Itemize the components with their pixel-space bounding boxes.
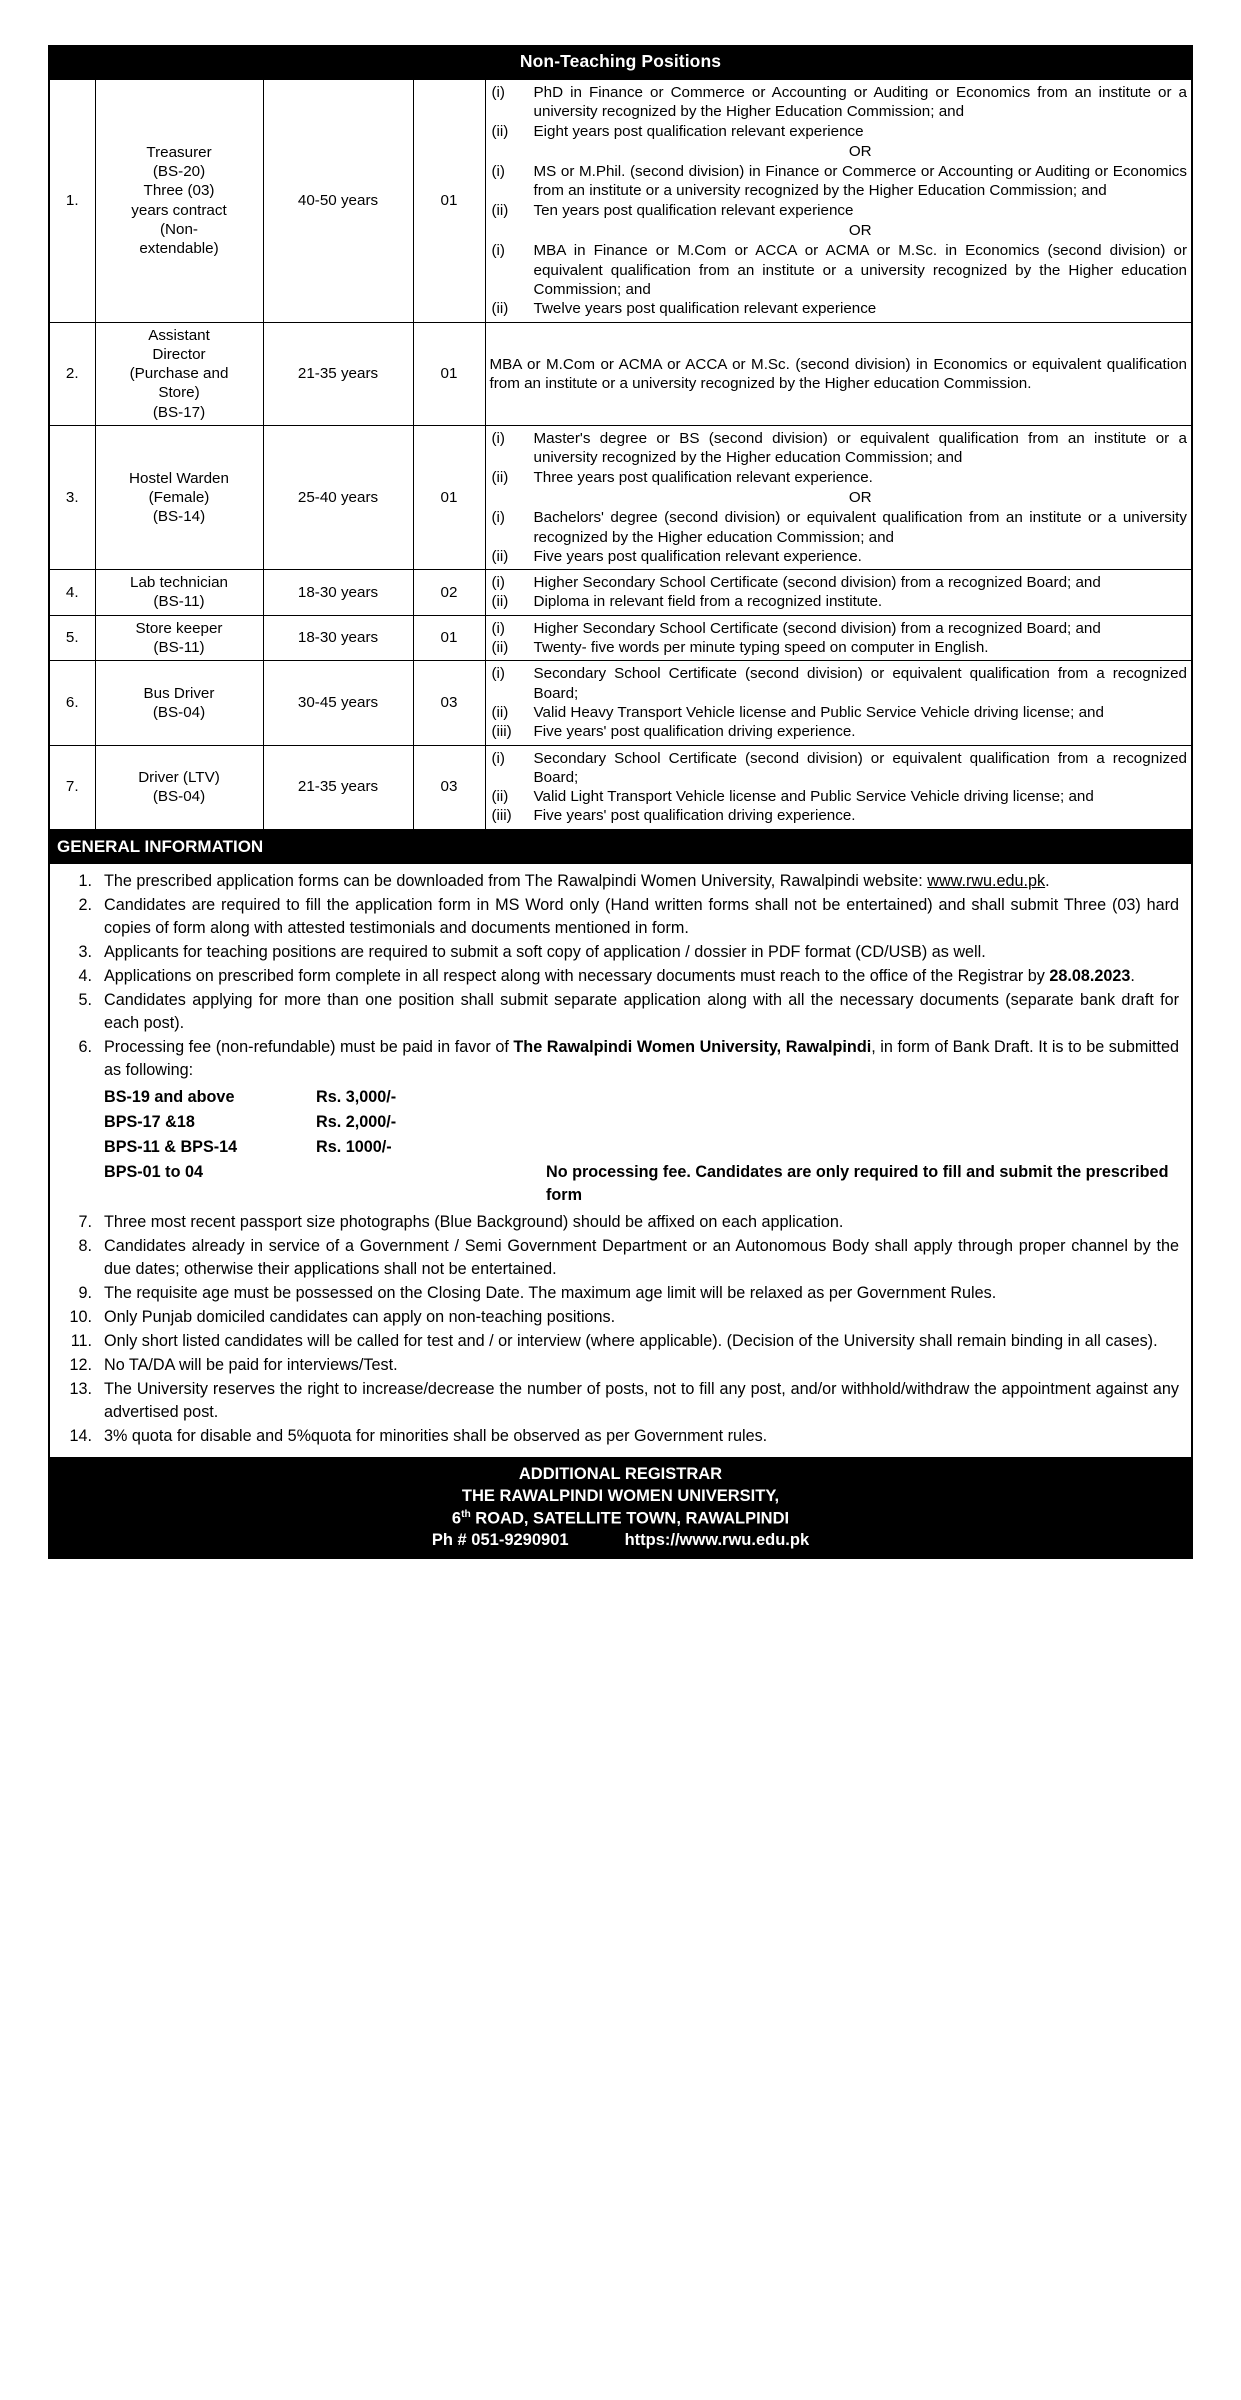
processing-fee-table-wrapper <box>60 1083 1179 1210</box>
requirement-roman-number: (i) <box>491 84 505 101</box>
requirement-item <box>490 162 1188 201</box>
general-information-item-number: 1. <box>78 871 92 890</box>
general-information-item <box>60 989 1179 1035</box>
requirement-roman-number: (ii) <box>491 468 509 486</box>
row-serial-number: 1. <box>49 80 95 323</box>
requirement-text: Ten years post qualification relevant experience <box>533 201 854 219</box>
fee-amount: Rs. 1000/- <box>316 1137 392 1156</box>
row-post-title <box>95 426 263 570</box>
fee-amount <box>316 1160 546 1208</box>
table-row <box>49 745 1192 830</box>
footer-contact-block <box>48 1459 1193 1559</box>
requirement-roman-number: (ii) <box>491 639 509 657</box>
row-qualification-requirements <box>485 426 1192 570</box>
fee-scale-label: BS-19 and above <box>104 1087 235 1106</box>
fee-note <box>546 1110 1179 1135</box>
row-serial-number: 7. <box>49 745 95 830</box>
general-information-header: GENERAL INFORMATION <box>48 831 1193 864</box>
row-age-limit: 21-35 years <box>263 322 413 425</box>
requirement-roman-number: (ii) <box>491 122 509 140</box>
requirement-roman-number: (ii) <box>491 703 509 721</box>
general-information-item <box>60 941 1179 964</box>
post-title-line: (BS-20) <box>152 163 206 181</box>
requirement-item <box>490 787 1188 806</box>
requirement-roman-number: (iii) <box>491 723 512 741</box>
processing-fee-table-holder <box>104 1083 1179 1210</box>
row-qualification-requirements <box>485 570 1192 616</box>
requirement-text: PhD in Finance or Commerce or Accounting or Auditing or Economics from an institute or a university recognized by the Higher Education Commission; and <box>533 84 1187 121</box>
post-title-line: Bus Driver <box>143 684 215 702</box>
requirement-item <box>490 703 1188 722</box>
requirement-item <box>490 201 1188 220</box>
post-title-line: (BS-14) <box>152 508 206 526</box>
post-title-line: Hostel Warden <box>129 469 229 487</box>
requirement-or-separator: OR <box>848 142 872 160</box>
row-serial-number: 3. <box>49 426 95 570</box>
requirement-item <box>490 508 1188 547</box>
requirement-text: MBA or M.Com or ACMA or ACCA or M.Sc. (second division) in Economics or equivalent qualification from an institute or a university recognized by the Higher education Commission. <box>489 355 1187 392</box>
general-information-item-text: No TA/DA will be paid for interviews/Test. <box>104 1355 398 1374</box>
row-age-limit: 30-45 years <box>263 661 413 745</box>
requirement-item <box>490 592 1188 611</box>
requirement-item <box>490 664 1188 703</box>
table-row <box>49 615 1192 661</box>
requirement-text: MS or M.Phil. (second division) in Finance or Commerce or Accounting or Auditing or Economics from an institute or a university recognized by the Higher Education Commission; and <box>533 163 1187 200</box>
footer-phone: Ph # 051-9290901 <box>431 1531 569 1549</box>
general-information-item <box>60 1306 1179 1329</box>
requirement-text: Twelve years post qualification relevant experience <box>533 300 877 318</box>
footer-website[interactable]: https://www.rwu.edu.pk <box>624 1531 810 1549</box>
post-title-line: (BS-04) <box>152 788 206 806</box>
row-age-limit: 18-30 years <box>263 570 413 616</box>
processing-fee-table <box>104 1085 1179 1208</box>
general-information-item-text: Only Punjab domiciled candidates can apply on non-teaching positions. <box>104 1307 616 1326</box>
general-information-item <box>60 1354 1179 1377</box>
non-teaching-positions-header: Non-Teaching Positions <box>48 45 1193 79</box>
row-post-title <box>95 80 263 323</box>
post-title-line: Director <box>152 345 206 363</box>
post-title-line: (Female) <box>148 488 210 506</box>
requirement-item <box>490 806 1188 825</box>
general-information-item <box>60 894 1179 940</box>
requirement-text: Five years' post qualification driving experience. <box>533 723 856 741</box>
post-title-line: Assistant <box>148 326 210 344</box>
requirement-or-separator: OR <box>848 222 872 240</box>
row-age-limit: 25-40 years <box>263 426 413 570</box>
requirement-text: Diploma in relevant field from a recognized institute. <box>533 593 883 611</box>
fee-scale-label: BPS-01 to 04 <box>104 1162 203 1181</box>
requirement-item <box>490 122 1188 141</box>
post-title-line: (Non- <box>160 221 198 239</box>
post-title-line: (BS-17) <box>152 403 206 421</box>
row-number-of-posts: 01 <box>413 80 485 323</box>
requirement-roman-number: (ii) <box>491 593 509 611</box>
requirement-roman-number: (ii) <box>491 201 509 219</box>
requirement-item <box>490 749 1188 788</box>
row-age-limit: 18-30 years <box>263 615 413 661</box>
row-age-limit: 21-35 years <box>263 745 413 830</box>
row-number-of-posts: 01 <box>413 426 485 570</box>
fee-scale-label: BPS-11 & BPS-14 <box>104 1137 238 1156</box>
post-title-line: Store keeper <box>135 619 223 637</box>
general-information-item <box>60 1282 1179 1305</box>
row-qualification-requirements <box>485 661 1192 745</box>
table-row <box>49 570 1192 616</box>
general-information-item <box>60 965 1179 988</box>
general-information-item-number: 6. <box>78 1037 92 1056</box>
general-information-item-text: The requisite age must be possessed on the Closing Date. The maximum age limit will be relaxed as per Government Rules. <box>104 1283 997 1302</box>
table-row <box>49 80 1192 323</box>
general-information-item-text: Candidates are required to fill the application form in MS Word only (Hand written forms shall not be entertained) and shall submit Three (03) hard copies of form along with attested testimonials and documents mentioned in form. <box>104 895 1179 937</box>
requirement-roman-number: (ii) <box>491 300 509 318</box>
requirement-item <box>490 468 1188 487</box>
requirement-text: Secondary School Certificate (second division) or equivalent qualification from a recognized Board; <box>533 665 1187 702</box>
general-information-item <box>60 1378 1179 1424</box>
general-information-item-number: 12. <box>69 1355 92 1374</box>
row-age-limit: 40-50 years <box>263 80 413 323</box>
row-qualification-requirements <box>485 615 1192 661</box>
general-information-item-number: 14. <box>69 1426 92 1445</box>
table-row <box>49 661 1192 745</box>
footer-address-ordinal-number: 6 <box>451 1509 462 1528</box>
requirement-roman-number: (ii) <box>491 547 509 565</box>
footer-line-university-name: THE RAWALPINDI WOMEN UNIVERSITY, <box>461 1486 780 1505</box>
requirement-item <box>490 638 1188 657</box>
requirement-item <box>490 547 1188 566</box>
footer-line-additional-registrar: ADDITIONAL REGISTRAR <box>518 1464 723 1483</box>
general-information-item-text: 3% quota for disable and 5%quota for minorities shall be observed as per Government rules. <box>104 1426 768 1445</box>
general-information-item-number: 2. <box>78 895 92 914</box>
post-title-line: Store) <box>158 384 200 402</box>
general-information-item <box>60 1425 1179 1448</box>
row-number-of-posts: 01 <box>413 615 485 661</box>
general-information-item-text: Candidates applying for more than one position shall submit separate application along with all the necessary documents (separate bank draft for each post). <box>104 990 1179 1032</box>
general-information-item <box>60 870 1179 893</box>
general-information-item-number: 9. <box>78 1283 92 1302</box>
requirement-text: Bachelors' degree (second division) or equivalent qualification from an institute or a university recognized by the Higher education Commission; and <box>533 509 1187 546</box>
general-information-item-text: Only short listed candidates will be called for test and / or interview (where applicable). (Decision of the University shall remain binding in all cases). <box>104 1331 1158 1350</box>
general-information-item <box>60 1235 1179 1281</box>
general-information-item-number: 11. <box>70 1331 92 1350</box>
requirement-text: Higher Secondary School Certificate (second division) from a recognized Board; and <box>533 574 1101 592</box>
general-information-section <box>48 864 1193 1459</box>
general-information-item-text: The University reserves the right to increase/decrease the number of posts, not to fill any post, and/or withhold/withdraw the appointment against any advertised post. <box>104 1379 1179 1421</box>
row-number-of-posts: 03 <box>413 745 485 830</box>
row-qualification-requirements <box>485 745 1192 830</box>
row-serial-number: 5. <box>49 615 95 661</box>
footer-line-phone-web <box>49 1530 1192 1552</box>
fee-note: No processing fee. Candidates are only required to fill and submit the prescribed form <box>546 1162 1169 1204</box>
fee-row <box>104 1085 1179 1110</box>
row-number-of-posts: 02 <box>413 570 485 616</box>
table-row <box>49 426 1192 570</box>
row-number-of-posts: 01 <box>413 322 485 425</box>
row-serial-number: 4. <box>49 570 95 616</box>
general-information-item-text: Candidates already in service of a Government / Semi Government Department or an Autonomous Body shall apply through proper channel by the due dates; otherwise their applications shall not be entertained. <box>104 1236 1179 1278</box>
post-title-line: extendable) <box>139 240 219 258</box>
general-information-item-text: The prescribed application forms can be downloaded from The Rawalpindi Women University, Rawalpindi website: www.rwu.edu.pk. <box>104 871 1050 890</box>
general-information-item-number: 8. <box>78 1236 92 1255</box>
requirement-roman-number: (i) <box>491 619 505 637</box>
requirement-item <box>490 299 1188 318</box>
general-information-item-number: 3. <box>78 942 92 961</box>
requirement-roman-number: (i) <box>491 163 505 181</box>
row-post-title <box>95 661 263 745</box>
general-information-item-text: Applications on prescribed form complete in all respect along with necessary documents must reach to the office of the Registrar by 28.08.2023. <box>104 966 1135 985</box>
post-title-line: (BS-11) <box>153 639 205 657</box>
post-title-line: (Purchase and <box>129 365 229 383</box>
post-title-line: years contract <box>131 201 227 219</box>
general-information-item-text: Three most recent passport size photographs (Blue Background) should be affixed on each application. <box>104 1212 844 1231</box>
general-information-item-number: 10. <box>69 1307 92 1326</box>
general-information-item <box>60 1036 1179 1082</box>
row-post-title <box>95 745 263 830</box>
post-title-line: Driver (LTV) <box>138 768 220 786</box>
requirement-roman-number: (iii) <box>491 807 512 825</box>
post-title-line: (BS-04) <box>152 703 206 721</box>
general-information-item-number: 4. <box>78 966 92 985</box>
footer-address-ordinal-suffix: th <box>461 1508 471 1520</box>
requirement-text: Five years post qualification relevant experience. <box>533 547 862 565</box>
general-information-item <box>60 1330 1179 1353</box>
post-title-line: Three (03) <box>143 182 215 200</box>
positions-table <box>48 79 1193 831</box>
requirement-text: Master's degree or BS (second division) or equivalent qualification from an institute or a university recognized by the Higher education Commission; and <box>533 430 1187 467</box>
general-information-item-number: 7. <box>78 1212 92 1231</box>
requirement-text: Eight years post qualification relevant experience <box>533 122 864 140</box>
post-title-line: Treasurer <box>146 143 212 161</box>
row-post-title <box>95 322 263 425</box>
row-qualification-requirements <box>485 322 1192 425</box>
requirement-item <box>490 722 1188 741</box>
row-post-title <box>95 615 263 661</box>
row-serial-number: 6. <box>49 661 95 745</box>
fee-amount: Rs. 3,000/- <box>316 1087 397 1106</box>
row-number-of-posts: 03 <box>413 661 485 745</box>
requirement-text: Valid Heavy Transport Vehicle license and Public Service Vehicle driving license; and <box>533 703 1104 721</box>
general-information-item-number: 13. <box>69 1379 92 1398</box>
requirement-or-separator: OR <box>848 488 872 506</box>
post-title-line: (BS-11) <box>153 593 205 611</box>
general-information-item-text: Applicants for teaching positions are required to submit a soft copy of application / dossier in PDF format (CD/USB) as well. <box>104 942 986 961</box>
row-qualification-requirements <box>485 80 1192 323</box>
general-information-item <box>60 1211 1179 1234</box>
requirement-item <box>490 83 1188 122</box>
post-title-line: Lab technician <box>130 574 228 592</box>
fee-scale-label: BPS-17 &18 <box>104 1112 195 1131</box>
requirement-item <box>490 573 1188 592</box>
fee-row <box>104 1160 1179 1208</box>
requirement-roman-number: (i) <box>491 749 505 767</box>
requirement-text: Higher Secondary School Certificate (second division) from a recognized Board; and <box>533 619 1101 637</box>
requirement-roman-number: (i) <box>491 430 505 448</box>
requirement-text: Three years post qualification relevant experience. <box>533 468 873 486</box>
requirement-text: Five years' post qualification driving experience. <box>533 807 856 825</box>
requirement-roman-number: (i) <box>491 509 505 527</box>
table-row <box>49 322 1192 425</box>
fee-note <box>546 1135 1179 1160</box>
requirement-text: Twenty- five words per minute typing speed on computer in English. <box>533 639 989 657</box>
footer-address-rest: ROAD, SATELLITE TOWN, RAWALPINDI <box>470 1509 790 1528</box>
row-post-title <box>95 570 263 616</box>
requirement-text: Valid Light Transport Vehicle license and Public Service Vehicle driving license; and <box>533 788 1094 806</box>
fee-row <box>104 1110 1179 1135</box>
requirement-item <box>490 241 1188 299</box>
requirement-roman-number: (ii) <box>491 788 509 806</box>
fee-row <box>104 1135 1179 1160</box>
general-information-item-number: 5. <box>78 990 92 1009</box>
requirement-roman-number: (i) <box>491 242 505 260</box>
general-information-item-text: Processing fee (non-refundable) must be paid in favor of The Rawalpindi Women University, Rawalpindi, in form of Bank Draft. It is to be submitted as following: <box>104 1037 1179 1079</box>
requirement-item <box>490 619 1188 638</box>
requirement-text: MBA in Finance or M.Com or ACCA or ACMA or M.Sc. in Economics (second division) or equivalent qualification from an institute or a university recognized by the Higher education Commission; and <box>533 242 1187 298</box>
requirement-roman-number: (i) <box>491 574 505 592</box>
row-serial-number: 2. <box>49 322 95 425</box>
requirement-roman-number: (i) <box>491 665 505 683</box>
advertisement-page <box>48 45 1193 1559</box>
fee-note <box>546 1085 1179 1110</box>
requirement-text: Secondary School Certificate (second division) or equivalent qualification from a recognized Board; <box>533 749 1187 786</box>
fee-amount: Rs. 2,000/- <box>316 1112 397 1131</box>
footer-line-address <box>49 1508 1192 1530</box>
requirement-item <box>490 429 1188 468</box>
